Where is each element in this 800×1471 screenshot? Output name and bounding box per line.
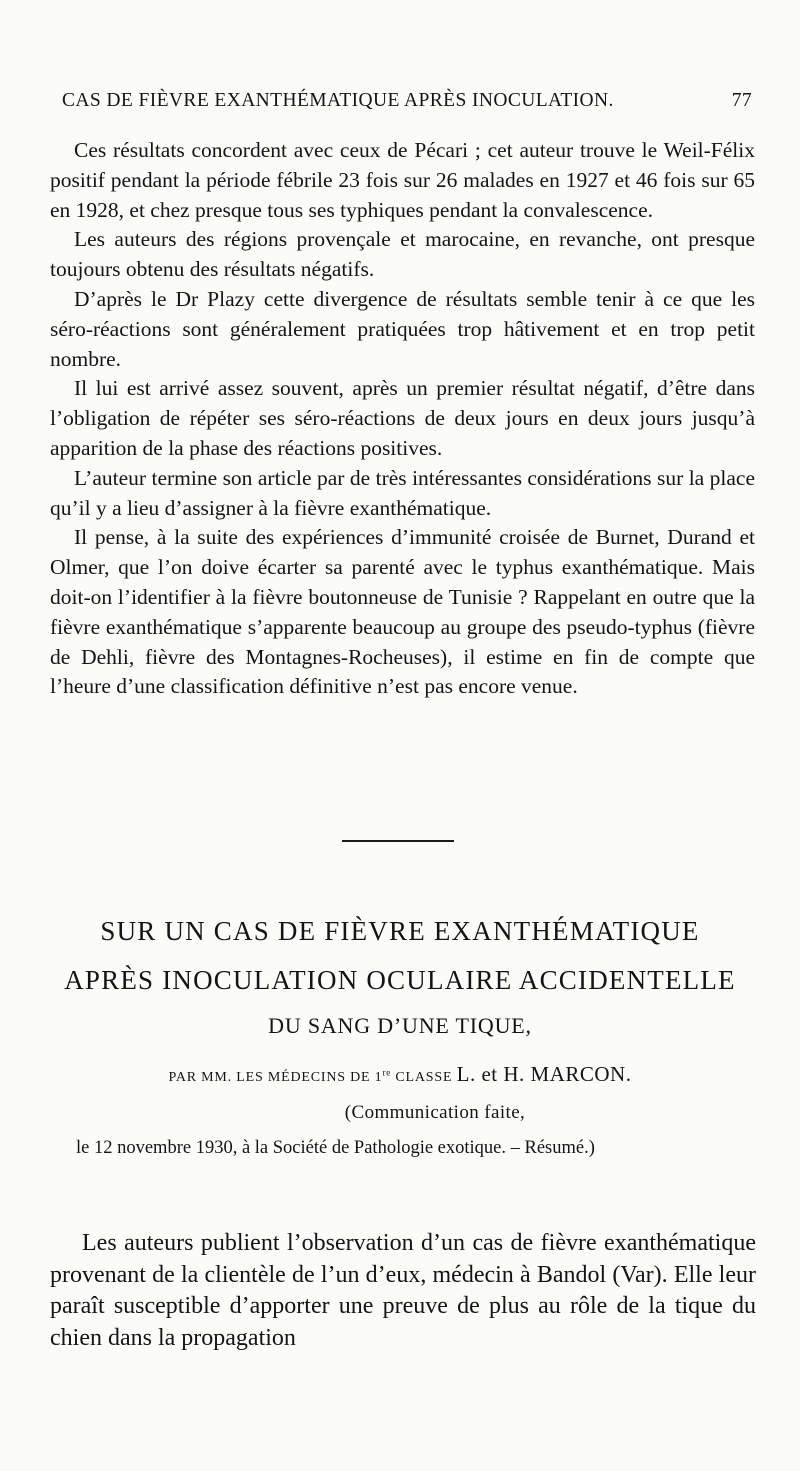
article-title-line-2: APRÈS INOCULATION OCULAIRE ACCIDENTELLE [64,965,736,995]
byline-suffix: CLASSE [391,1070,453,1085]
byline [40,1062,760,1087]
previous-article-text [50,136,755,702]
abstract-paragraph: Les auteurs publient l’observation d’un cas de fièvre exanthématique provenant de la clientèle de l’un d’eux, médecin à Bandol (Var). Elle leur paraît susceptible d’apporter une preuve de plus au rôle de la tique du chien dans la propagation [50,1230,756,1351]
communication-note-line-1: (Communication faite, [344,1102,526,1123]
author-names: L. et H. MARCON. [456,1062,632,1086]
paragraph: Ces résultats concordent avec ceux de Pécari ; cet auteur trouve le Weil-Félix positif pendant la période fébrile 23 fois sur 26 malades en 1927 et 46 fois sur 65 en 1928, et chez presque tous ses typhiques pendant la convalescence. [50,138,755,222]
paragraph: Les auteurs des régions provençale et marocaine, en revanche, ont presque toujours obtenu des résultats négatifs. [50,227,755,282]
byline-prefix: PAR MM. LES MÉDECINS DE 1 [168,1070,383,1085]
byline-ordinal: re [382,1067,392,1078]
paragraph: Il pense, à la suite des expériences d’immunité croisée de Burnet, Durand et Olmer, que l’on doive écarter sa parenté avec le typhus exanthématique. Mais doit-on l’identifier à la fièvre boutonneuse de Tunisie ? Rappelant en outre que la fièvre exanthématique s’apparente beaucoup au groupe des pseudo-typhus (fièvre de Dehli, fièvre des Montagnes-Rocheuses), il estime en fin de compte que l’heure d’une classification définitive n’est pas encore venue. [50,525,755,699]
paragraph: D’après le Dr Plazy cette divergence de résultats semble tenir à ce que les séro-réactions sont généralement pratiquées trop hâtivement et en trop petit nombre. [50,286,755,371]
section-divider [342,840,454,842]
paragraph: L’auteur termine son article par de très intéressantes considérations sur la place qu’il y a lieu d’assigner à la fièvre exanthématique. [50,465,755,520]
article-title-line-3: DU SANG D’UNE TIQUE, [268,1013,532,1038]
article-abstract [50,1228,756,1354]
communication-note-line-2: le 12 novembre 1930, à la Société de Pathologie exotique. – Résumé.) [76,1138,595,1158]
running-title: CAS DE FIÈVRE EXANTHÉMATIQUE APRÈS INOCULATION. [62,90,614,111]
paragraph: Il lui est arrivé assez souvent, après un premier résultat négatif, d’être dans l’obligation de répéter ses séro-réactions de deux jours en deux jours jusqu’à apparition de la phase des réactions positives. [50,376,755,460]
article-title-line-1: SUR UN CAS DE FIÈVRE EXANTHÉMATIQUE [100,916,700,946]
page-number: 77 [731,90,752,111]
